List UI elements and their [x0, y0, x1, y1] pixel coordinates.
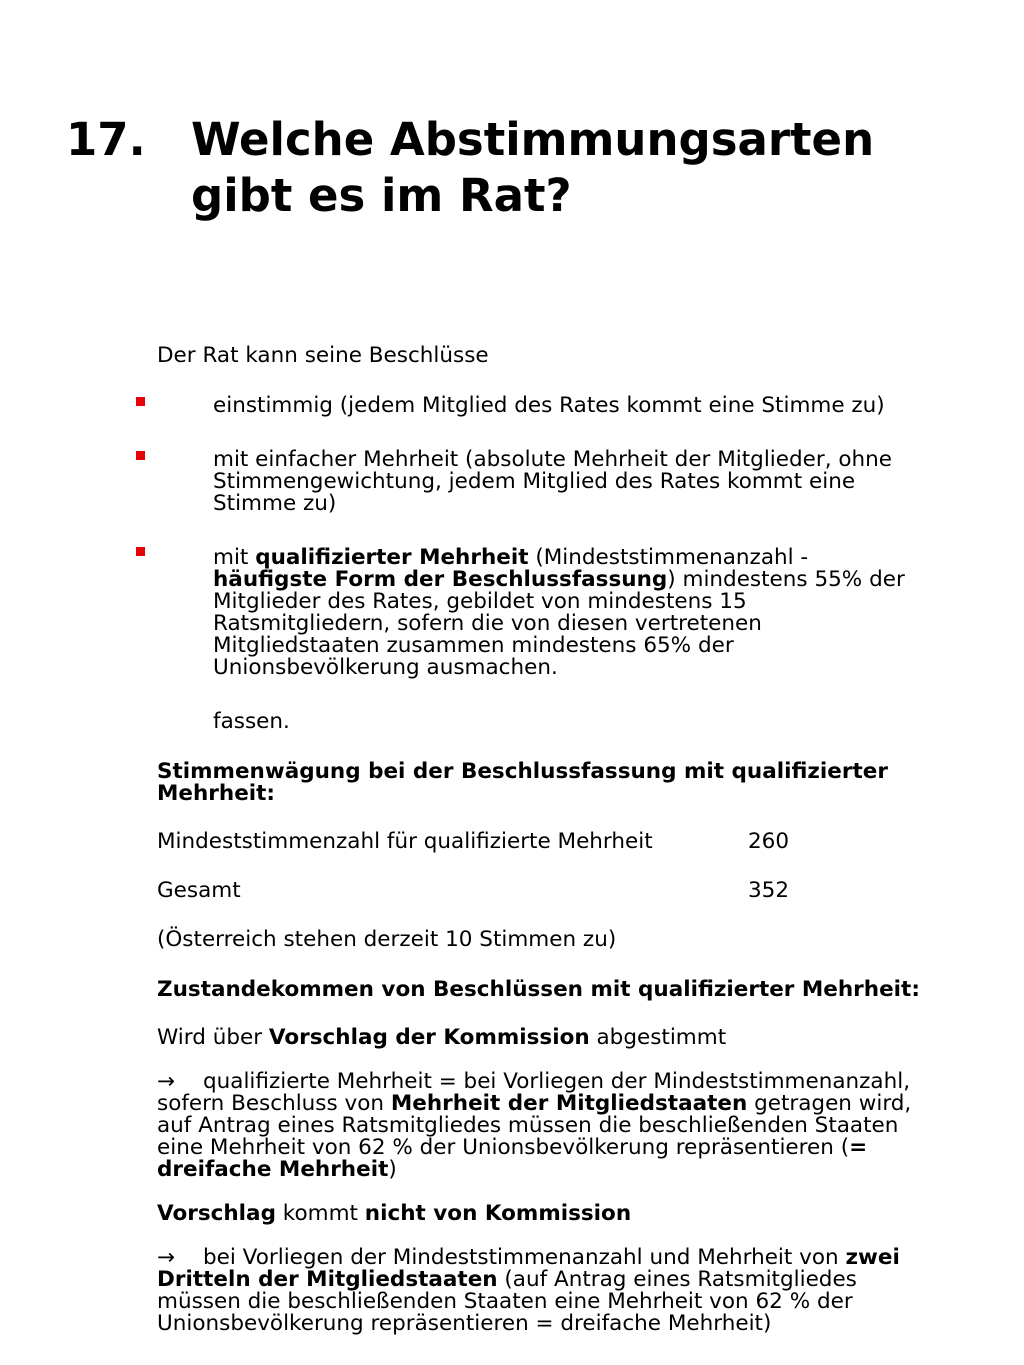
weighting-value: 260 [748, 829, 790, 854]
square-bullet-icon [136, 451, 145, 460]
paragraph-line: → qualifizierte Mehrheit = bei Vorliegen der Mindeststimmenanzahl, [157, 1069, 911, 1094]
list-item-line: Ratsmitgliedern, sofern die von diesen vertretenen [213, 611, 762, 636]
title-line: Welche Abstimmungsarten [191, 113, 875, 166]
non-kommission-line: Vorschlag kommt nicht von Kommission [157, 1201, 632, 1226]
title-text [191, 112, 991, 224]
paragraph-line: Dritteln der Mitgliedstaaten (auf Antrag eines Ratsmitgliedes [157, 1267, 857, 1292]
intro-text: Der Rat kann seine Beschlüsse [157, 343, 489, 368]
paragraph-line: müssen die beschließenden Staaten eine Mehrheit von 62 % der [157, 1289, 853, 1314]
title-line: gibt es im Rat? [191, 169, 572, 222]
square-bullet-icon [136, 547, 145, 556]
kommission-line: Wird über Vorschlag der Kommission abgestimmt [157, 1025, 727, 1050]
title-number: 17. [66, 113, 146, 166]
paragraph-line: → bei Vorliegen der Mindeststimmenanzahl und Mehrheit von zwei [157, 1245, 900, 1270]
list-item-line: mit qualifizierter Mehrheit (Mindeststimmenanzahl - [213, 545, 809, 570]
fassen-text: fassen. [213, 709, 290, 734]
list-item [213, 547, 905, 679]
weighting-note: (Österreich stehen derzeit 10 Stimmen zu) [157, 927, 617, 952]
list-item-line: mit einfacher Mehrheit (absolute Mehrheit der Mitglieder, ohne [213, 447, 893, 472]
zustande-heading: Zustandekommen von Beschlüssen mit qualifizierter Mehrheit: [157, 977, 920, 1002]
list-item-line: Stimmengewichtung, jedem Mitglied des Rates kommt eine [213, 469, 856, 494]
paragraph-line: eine Mehrheit von 62 % der Unionsbevölkerung repräsentieren (= [157, 1135, 868, 1160]
paragraph-line: Unionsbevölkerung repräsentieren = dreifache Mehrheit) [157, 1311, 772, 1336]
paragraph-kommission [157, 1071, 911, 1181]
weighting-label: Mindeststimmenzahl für qualifizierte Mehrheit [157, 829, 653, 854]
paragraph-line: sofern Beschluss von Mehrheit der Mitgliedstaaten getragen wird, [157, 1091, 912, 1116]
arrow-right-icon: → [157, 1069, 176, 1094]
list-item-line: häufigste Form der Beschlussfassung) mindestens 55% der [213, 567, 905, 592]
weighting-value: 352 [748, 878, 790, 903]
arrow-right-icon: → [157, 1245, 176, 1270]
square-bullet-icon [136, 397, 145, 406]
weighting-heading: Stimmenwägung bei der Beschlussfassung mit qualifizierter Mehrheit: [157, 759, 888, 806]
paragraph-line: dreifache Mehrheit) [157, 1157, 397, 1182]
weighting-label: Gesamt [157, 878, 241, 903]
list-item [213, 449, 892, 515]
list-item-line: Unionsbevölkerung ausmachen. [213, 655, 558, 680]
list-item-line: Stimme zu) [213, 491, 337, 516]
list-item-line: Mitglieder des Rates, gebildet von mindestens 15 [213, 589, 747, 614]
paragraph-non-kommission [157, 1247, 900, 1335]
paragraph-line: auf Antrag eines Ratsmitgliedes müssen die beschließenden Staaten [157, 1113, 899, 1138]
list-item: einstimmig (jedem Mitglied des Rates kommt eine Stimme zu) [213, 393, 885, 418]
list-item-line: Mitgliedstaaten zusammen mindestens 65% der [213, 633, 734, 658]
